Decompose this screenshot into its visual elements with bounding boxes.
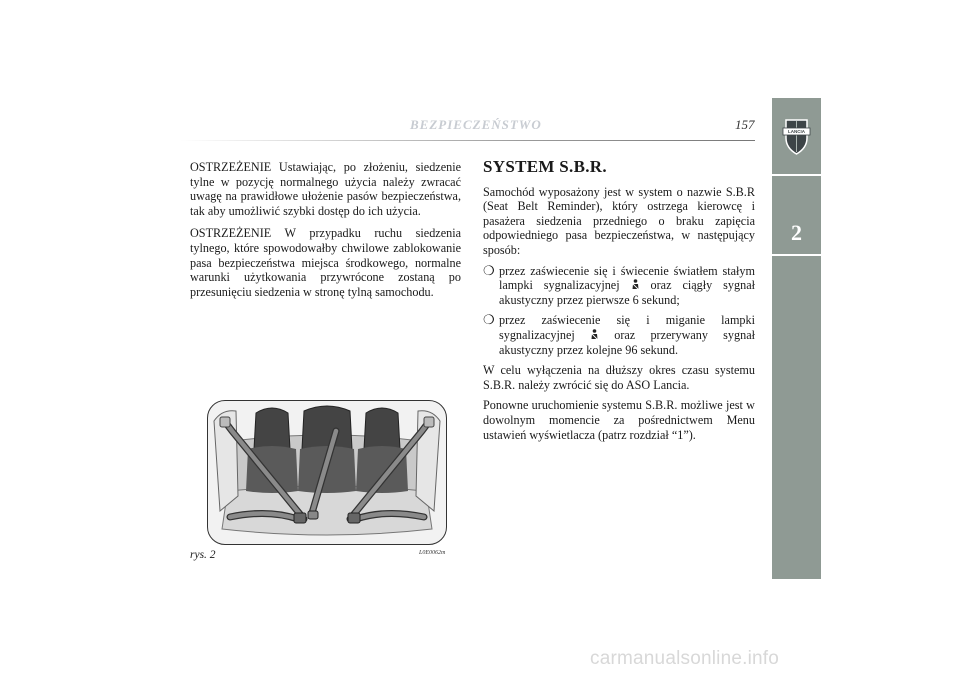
seatbelt-warning-icon [590, 329, 599, 341]
lancia-logo [772, 98, 821, 174]
sidebar-divider-top [772, 174, 821, 176]
chapter-number: 2 [791, 220, 802, 245]
intro-paragraph: Samochód wyposażony jest w system o nazwie S.B.R (Seat Belt Reminder), który ostrzega kierowcę i pasażera siedzenia przedniego o braku zapięcia odpowiedniego pasa bezpieczeństwa, w następujący sposób: [483, 184, 755, 257]
disable-paragraph: W celu wyłączenia na dłuższy okres czasu systemu S.B.R. należy zwrócić się do ASO Lancia. [483, 363, 755, 392]
seatbelt-warning-icon [631, 279, 640, 291]
figure-code: L0E0062m [419, 550, 446, 556]
bullet-text-before: przez zaświecenie się i miganie lampki sygnalizacyjnej [499, 313, 755, 342]
chapter-sidebar [772, 98, 821, 579]
rear-seat-belts-illustration [207, 400, 447, 545]
reactivate-paragraph: Ponowne uruchomienie systemu S.B.R. możliwe jest w dowolnym momencie za pośrednictwem Menu ustawień wyświetlacza (patrz rozdział “1”). [483, 398, 755, 442]
bullet-text-after: oraz przerywany sygnał akustyczny przez kolejne 96 sekund. [499, 327, 755, 357]
running-header-title: BEZPIECZEŃSTWO [410, 117, 542, 132]
right-column [483, 157, 755, 448]
logo-text: LANCIA [788, 129, 805, 134]
bullet-circle-icon: ❍ [483, 262, 495, 278]
warning-paragraph-1: OSTRZEŻENIE Ustawiając, po złożeniu, siedzenie tylne w pozycję normalnego użycia należy zwracać uwagę na prawidłowe ułożenie pasów bezpieczeństwa, tak aby umożliwić szybki dostęp do ich użycia. [190, 160, 461, 218]
left-column [190, 160, 461, 307]
list-item [483, 264, 755, 308]
bullet-text-after: oraz ciągły sygnał akustyczny przez pierwsze 6 sekund; [499, 278, 755, 307]
watermark: carmanualsonline.info [590, 648, 780, 669]
warning-paragraph-2: OSTRZEŻENIE W przypadku ruchu siedzenia tylnego, które spowodowałby chwilowe zablokowanie pasa bezpieczeństwa miejsca środkowego, normalne warunki użytkowania przywrócone zostaną po przesunięciu siedzenia w stronę tylną samochodu. [190, 226, 461, 299]
page-number: 157 [735, 117, 755, 132]
sidebar-divider-bottom [772, 254, 821, 256]
figure-caption: rys. 2 [190, 549, 216, 561]
header-rule [180, 140, 755, 141]
bullet-text-before: przez zaświecenie się i świecenie światłem stałym lampki sygnalizacyjnej [499, 263, 755, 293]
list-item [483, 313, 755, 357]
section-title: SYSTEM S.B.R. [483, 157, 607, 176]
bullet-circle-icon: ❍ [483, 312, 495, 328]
